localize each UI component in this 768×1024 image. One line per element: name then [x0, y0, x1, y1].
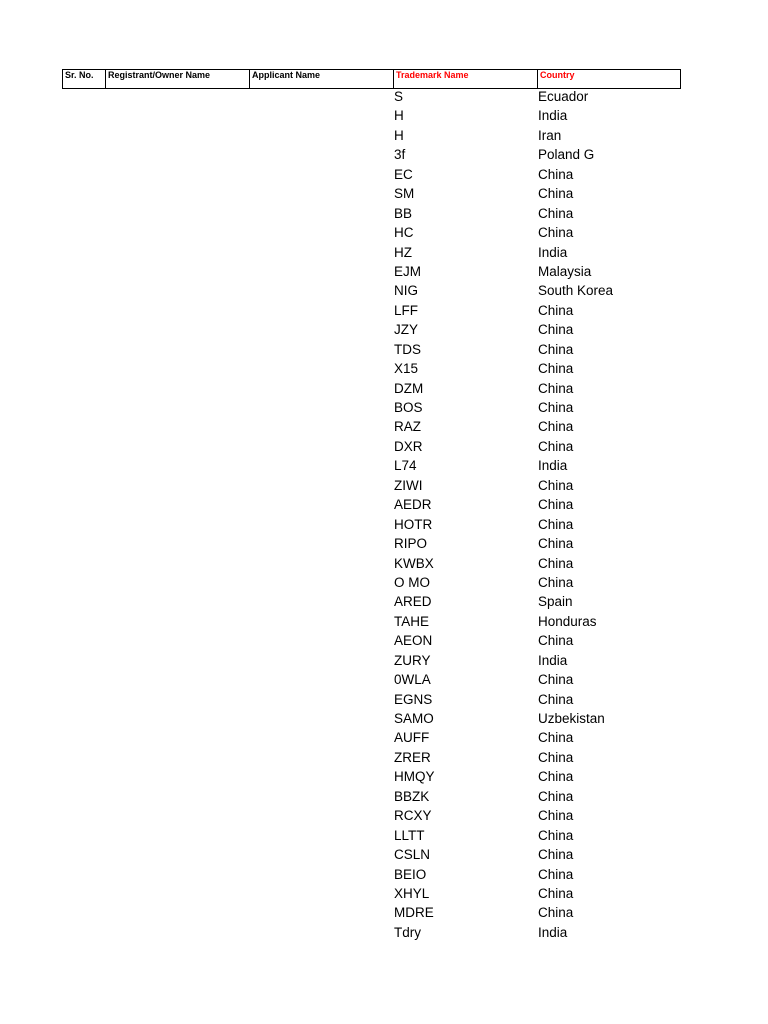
table-header-row — [62, 69, 681, 89]
country-cell: China — [538, 380, 574, 396]
trademark-name-cell: ZURY — [394, 652, 431, 668]
trademark-name-cell: 3f — [394, 147, 406, 163]
table-row — [0, 223, 768, 242]
trademark-name-cell: ZRER — [394, 749, 431, 765]
country-cell: China — [538, 788, 574, 804]
trademark-name-cell: TDS — [394, 341, 421, 357]
table-row — [0, 631, 768, 650]
table-row — [0, 184, 768, 203]
country-cell: China — [538, 419, 574, 435]
country-cell: Iran — [538, 127, 562, 143]
table-row — [0, 262, 768, 281]
trademark-name-cell: EGNS — [394, 691, 433, 707]
country-cell: China — [538, 497, 574, 513]
country-cell: Malaysia — [538, 263, 592, 279]
table-row — [0, 651, 768, 670]
table-body — [0, 87, 768, 942]
table-row — [0, 379, 768, 398]
country-cell: China — [538, 477, 574, 493]
country-cell: South Korea — [538, 283, 614, 299]
trademark-name-cell: XHYL — [394, 885, 430, 901]
country-cell: Spain — [538, 594, 573, 610]
trademark-name-cell: SM — [394, 186, 415, 202]
country-cell: China — [538, 672, 574, 688]
table-row — [0, 592, 768, 611]
trademark-name-cell: H — [394, 127, 404, 143]
header-registrant-owner-name: Registrant/Owner Name — [105, 70, 249, 88]
table-row — [0, 340, 768, 359]
header-applicant-name: Applicant Name — [249, 70, 393, 88]
table-row — [0, 806, 768, 825]
trademark-name-cell: DXR — [394, 438, 423, 454]
table-row — [0, 690, 768, 709]
country-cell: Ecuador — [538, 89, 589, 104]
table-row — [0, 709, 768, 728]
country-cell: China — [538, 905, 574, 921]
trademark-name-cell: CSLN — [394, 847, 431, 863]
country-cell: China — [538, 361, 574, 377]
country-cell: India — [538, 458, 568, 474]
header-country: Country — [537, 70, 680, 88]
table-row — [0, 398, 768, 417]
trademark-name-cell: SAMO — [394, 711, 434, 726]
table-row — [0, 534, 768, 553]
table-row — [0, 865, 768, 884]
trademark-name-cell: L74 — [394, 458, 417, 474]
trademark-name-cell: HC — [394, 225, 414, 241]
table-row — [0, 437, 768, 456]
table-row — [0, 87, 768, 106]
trademark-name-cell: HOTR — [394, 516, 433, 532]
trademark-name-cell: NIG — [394, 283, 419, 299]
trademark-name-cell: 0WLA — [394, 672, 431, 688]
country-cell: China — [538, 400, 574, 415]
country-cell: China — [538, 536, 574, 552]
country-cell: Poland G — [538, 147, 595, 163]
country-cell: China — [538, 516, 574, 532]
table-row — [0, 923, 768, 942]
country-cell: China — [538, 186, 574, 202]
table-row — [0, 826, 768, 845]
trademark-name-cell: H — [394, 108, 404, 124]
country-cell: India — [538, 652, 568, 668]
table-row — [0, 417, 768, 436]
table-row — [0, 301, 768, 320]
country-cell: Uzbekistan — [538, 711, 605, 726]
country-cell: India — [538, 108, 568, 124]
table-row — [0, 456, 768, 475]
trademark-name-cell: HZ — [394, 244, 412, 260]
country-cell: China — [538, 769, 574, 785]
table-row — [0, 515, 768, 534]
trademark-name-cell: BB — [394, 205, 413, 221]
table-row — [0, 320, 768, 339]
trademark-name-cell: O MO — [394, 574, 430, 590]
header-trademark-name: Trademark Name — [393, 70, 537, 88]
trademark-name-cell: X15 — [394, 361, 419, 377]
trademark-name-cell: JZY — [394, 322, 419, 338]
trademark-name-cell: AEON — [394, 633, 433, 649]
table-row — [0, 145, 768, 164]
trademark-name-cell: BEIO — [394, 866, 427, 882]
table-row — [0, 204, 768, 223]
country-cell: China — [538, 574, 574, 590]
country-cell: China — [538, 555, 574, 571]
country-cell: China — [538, 827, 574, 843]
header-sr-no: Sr. No. — [65, 70, 94, 80]
trademark-name-cell: ZIWI — [394, 477, 423, 493]
table-row — [0, 281, 768, 300]
trademark-name-cell: EJM — [394, 263, 421, 279]
trademark-name-cell: RIPO — [394, 536, 428, 552]
table-row — [0, 106, 768, 125]
country-cell: China — [538, 166, 574, 182]
table-row — [0, 165, 768, 184]
country-cell: China — [538, 749, 574, 765]
country-cell: China — [538, 205, 574, 221]
trademark-name-cell: HMQY — [394, 769, 435, 785]
table-row — [0, 787, 768, 806]
trademark-name-cell: BOS — [394, 400, 423, 415]
table-row — [0, 359, 768, 378]
trademark-name-cell: DZM — [394, 380, 424, 396]
trademark-name-cell: EC — [394, 166, 413, 182]
country-cell: China — [538, 808, 574, 824]
country-cell: China — [538, 438, 574, 454]
trademark-name-cell: ARED — [394, 594, 432, 610]
table-row — [0, 126, 768, 145]
trademark-name-cell: LLTT — [394, 827, 425, 843]
country-cell: China — [538, 847, 574, 863]
table-row — [0, 554, 768, 573]
trademark-name-cell: RCXY — [394, 808, 432, 824]
country-cell: China — [538, 225, 574, 241]
trademark-name-cell: BBZK — [394, 788, 430, 804]
country-cell: India — [538, 244, 568, 260]
table-row — [0, 612, 768, 631]
trademark-name-cell: MDRE — [394, 905, 434, 921]
table-row — [0, 845, 768, 864]
table-row — [0, 903, 768, 922]
trademark-name-cell: Tdry — [394, 924, 421, 940]
country-cell: Honduras — [538, 613, 597, 629]
table-row — [0, 573, 768, 592]
trademark-name-cell: RAZ — [394, 419, 421, 435]
table-row — [0, 670, 768, 689]
table-row — [0, 243, 768, 262]
trademark-name-cell: AUFF — [394, 730, 430, 746]
country-cell: China — [538, 302, 574, 318]
country-cell: India — [538, 924, 568, 940]
trademark-name-cell: KWBX — [394, 555, 434, 571]
table-row — [0, 476, 768, 495]
country-cell: China — [538, 691, 574, 707]
trademark-name-cell: S — [394, 89, 404, 104]
country-cell: China — [538, 730, 574, 746]
table-row — [0, 748, 768, 767]
table-row — [0, 728, 768, 747]
country-cell: China — [538, 633, 574, 649]
country-cell: China — [538, 341, 574, 357]
trademark-name-cell: TAHE — [394, 613, 430, 629]
country-cell: China — [538, 885, 574, 901]
country-cell: China — [538, 322, 574, 338]
table-row — [0, 884, 768, 903]
table-row — [0, 495, 768, 514]
trademark-name-cell: AEDR — [394, 497, 432, 513]
table-row — [0, 767, 768, 786]
trademark-name-cell: LFF — [394, 302, 419, 318]
country-cell: China — [538, 866, 574, 882]
